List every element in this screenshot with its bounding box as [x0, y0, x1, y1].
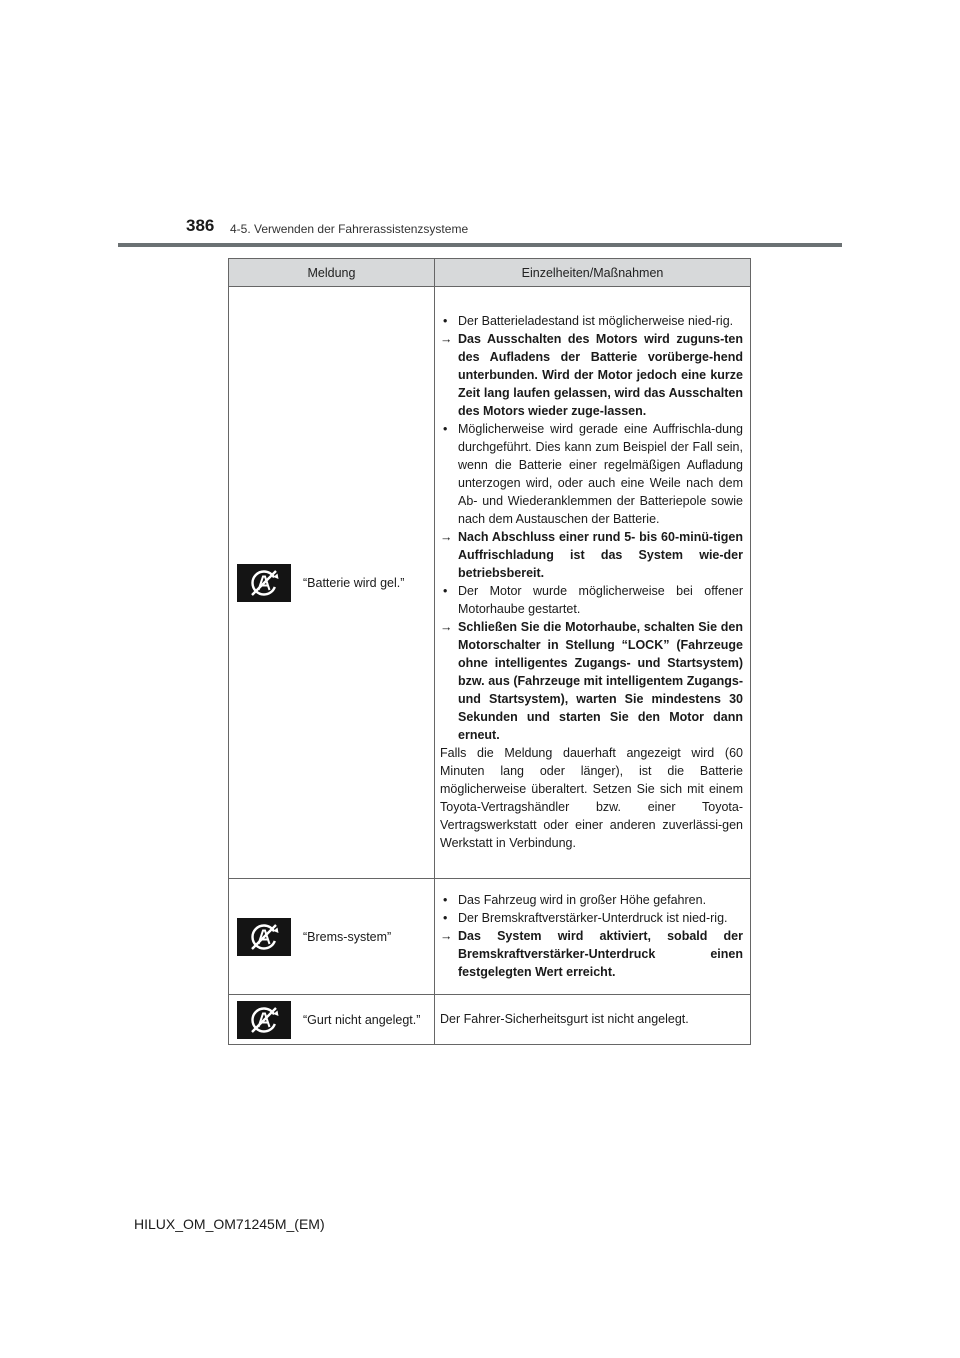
bullet-mark: •	[443, 911, 448, 925]
detail-bullet	[440, 891, 743, 909]
column-header-details: Einzelheiten/Maßnahmen	[435, 259, 751, 287]
auto-stop-start-off-icon	[237, 918, 291, 956]
message-table	[228, 258, 751, 1045]
detail-text: Das Fahrzeug wird in großer Höhe gefahren.	[458, 893, 707, 907]
detail-bullet	[440, 909, 743, 927]
table-row	[229, 995, 751, 1045]
detail-text: Der Fahrer-Sicherheitsgurt ist nicht angelegt.	[440, 1012, 689, 1026]
arrow-icon: →	[440, 332, 453, 346]
detail-paragraph	[440, 1010, 743, 1028]
detail-text: Das System wird aktiviert, sobald der Bremskraftverstärker-Unterdruck einen festgelegten Wert erreicht.	[458, 929, 743, 979]
message-text: “Batterie wird gel.”	[303, 575, 405, 590]
message-cell	[229, 995, 435, 1045]
table-row	[229, 879, 751, 995]
detail-action	[440, 927, 743, 981]
bullet-mark: •	[443, 314, 448, 328]
table-row	[229, 287, 751, 879]
detail-text: Schließen Sie die Motorhaube, schalten Sie den Motorschalter in Stellung “LOCK” (Fahrzeuge ohne intelligentes Zugangs- und Startsystem) bzw. aus (Fahrzeuge mit intelligentem Zugangs- und Startsystem), warten Sie mindestens 30 Sekunden und starten Sie den Motor dann erneut.	[458, 620, 743, 742]
detail-text: Möglicherweise wird gerade eine Auffrischla-dung durchgeführt. Dies kann zum Beispiel der Fall sein, wenn die Batterie einer regelmäßigen Aufladung unterzogen wird, oder auch eine Weile nach dem Ab- und Wiederanklemmen der Batteriepole sowie nach dem Austauschen der Batterie.	[458, 422, 743, 526]
auto-stop-start-off-icon	[237, 1001, 291, 1039]
detail-text: Das Ausschalten des Motors wird zuguns-ten des Aufladens der Batterie vorüberge-hend unterbunden. Wird der Motor jedoch eine kurze Zeit lang laufen gelassen, wird das Ausschalten des Motors wieder zuge-lassen.	[458, 332, 743, 418]
table-body	[229, 287, 751, 1045]
auto-stop-start-off-icon	[237, 564, 291, 602]
detail-text: Falls die Meldung dauerhaft angezeigt wird (60 Minuten lang oder länger), ist die Batterie möglicherweise überaltert. Setzen Sie sich mit einem Toyota-Vertragshändler bzw. einer Toyota-Vertragswerkstatt oder einer anderen zuverlässi-gen Werkstatt in Verbindung.	[440, 746, 743, 850]
details-cell	[435, 995, 751, 1045]
page-number: 386	[186, 216, 215, 235]
detail-text: Der Motor wurde möglicherweise bei offener Motorhaube gestartet.	[458, 584, 743, 616]
detail-action	[440, 618, 743, 744]
detail-text: Nach Abschluss einer rund 5- bis 60-minü-tigen Auffrischladung ist das System wie-der betriebsbereit.	[458, 530, 743, 580]
document-code: HILUX_OM_OM71245M_(EM)	[134, 1216, 325, 1232]
message-text: “Gurt nicht angelegt.”	[303, 1012, 421, 1027]
detail-action	[440, 528, 743, 582]
detail-action	[440, 330, 743, 420]
detail-bullet	[440, 420, 743, 528]
detail-paragraph	[440, 744, 743, 852]
header-rule	[118, 243, 842, 247]
details-cell	[435, 879, 751, 995]
bullet-mark: •	[443, 893, 448, 907]
arrow-icon: →	[440, 530, 453, 544]
bullet-mark: •	[443, 422, 448, 436]
message-cell	[229, 879, 435, 995]
table-header-row	[229, 259, 751, 287]
message-cell	[229, 287, 435, 879]
details-cell	[435, 287, 751, 879]
detail-text: Der Bremskraftverstärker-Unterdruck ist nied-rig.	[458, 911, 728, 925]
detail-text: Der Batterieladestand ist möglicherweise nied-rig.	[458, 314, 734, 328]
detail-bullet	[440, 582, 743, 618]
arrow-icon: →	[440, 929, 453, 943]
arrow-icon: →	[440, 620, 453, 634]
section-title: 4-5. Verwenden der Fahrerassistenzsysteme	[230, 222, 469, 236]
message-text: “Brems-system”	[303, 929, 392, 944]
detail-bullet	[440, 312, 743, 330]
column-header-message: Meldung	[229, 259, 435, 287]
bullet-mark: •	[443, 584, 448, 598]
